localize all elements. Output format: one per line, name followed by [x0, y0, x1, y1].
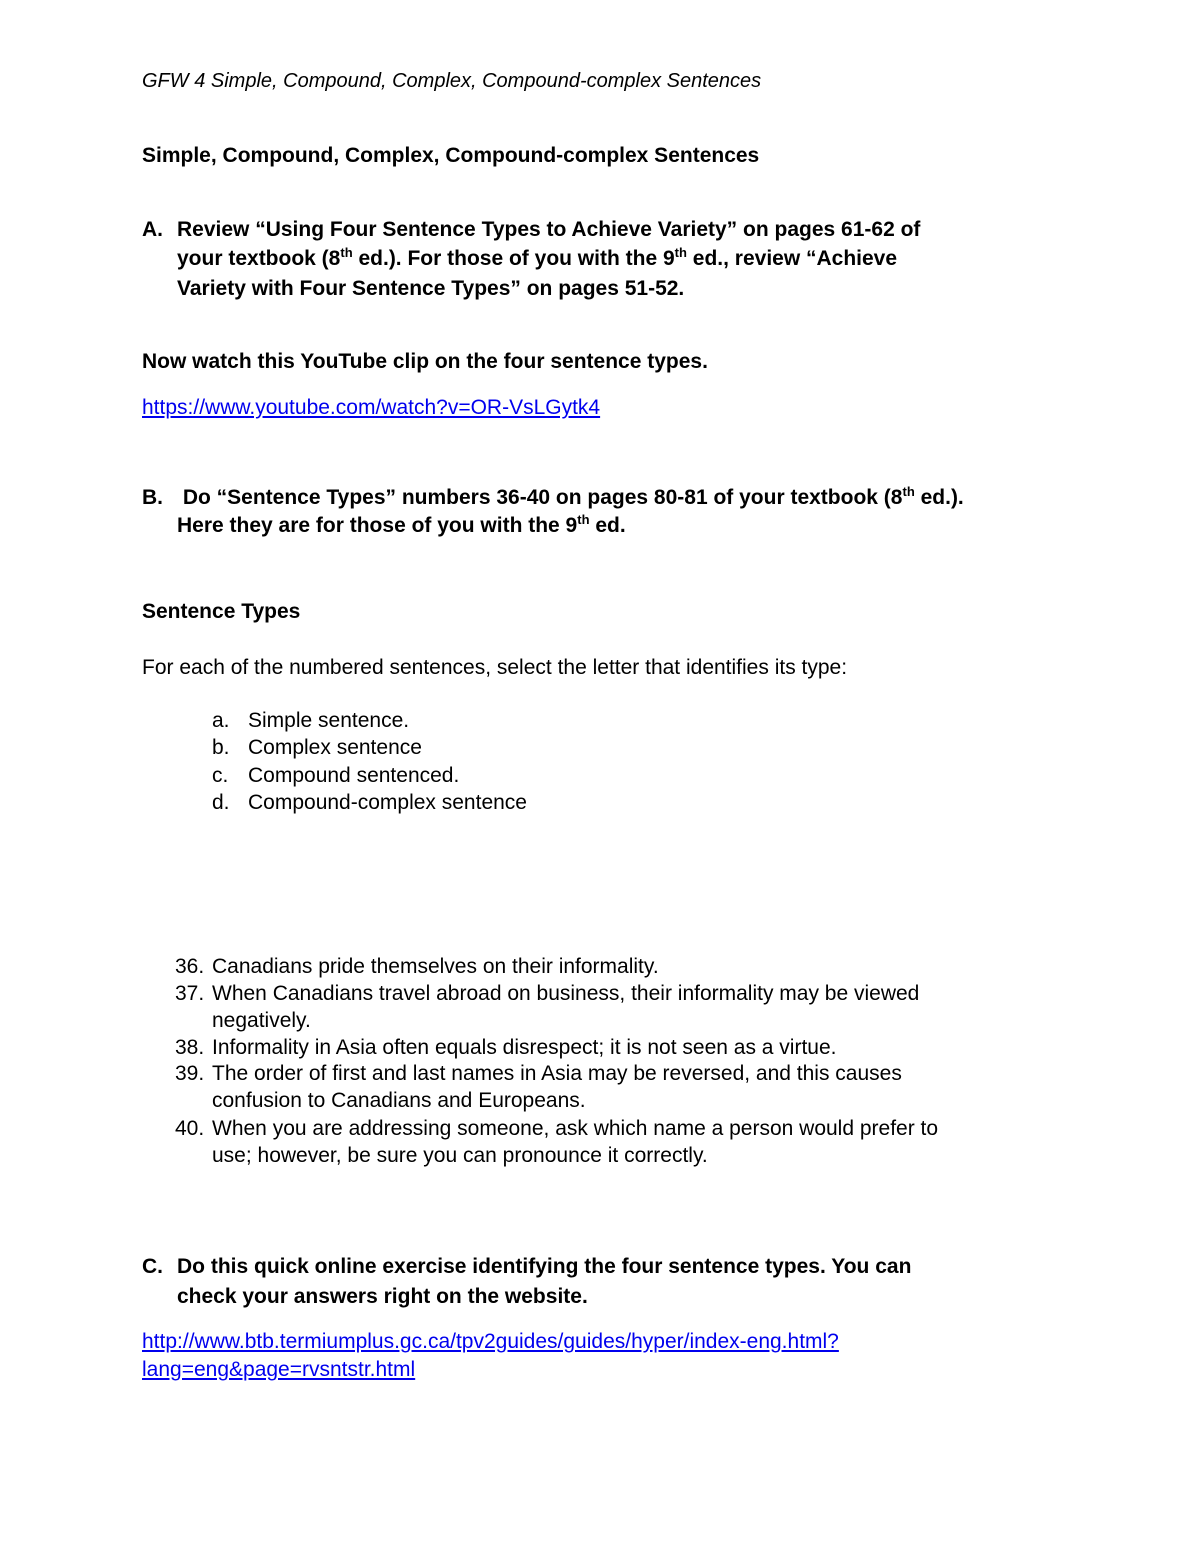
item-38: 38. Informality in Asia often equals disrespect; it is not seen as a virtue. — [175, 1036, 837, 1059]
item-39: 39. The order of first and last names in Asia may be reversed, and this causes — [175, 1062, 902, 1085]
section-c-marker: C. — [142, 1255, 163, 1278]
section-b-marker: B. — [142, 486, 163, 509]
section-b-line-1: B. Do “Sentence Types” numbers 36-40 on pages 80-81 of your textbook (8th ed.). — [142, 484, 964, 509]
item-40-continued: use; however, be sure you can pronounce it correctly. — [212, 1144, 708, 1167]
exercise-link-line-2[interactable]: lang=eng&page=rvsntstr.html — [142, 1358, 416, 1381]
sentence-types-heading: Sentence Types — [142, 600, 301, 623]
item-39-continued: confusion to Canadians and Europeans. — [212, 1089, 586, 1112]
sentence-types-instruction: For each of the numbered sentences, select the letter that identifies its type: — [142, 656, 848, 679]
section-b-line-2: Here they are for those of you with the 9th ed. — [177, 512, 626, 537]
page-header: GFW 4 Simple, Compound, Complex, Compound-complex Sentences — [142, 70, 762, 92]
youtube-link[interactable]: https://www.youtube.com/watch?v=OR-VsLGytk4 — [142, 396, 601, 419]
option-b: b. Complex sentence — [212, 736, 422, 759]
item-40: 40. When you are addressing someone, ask which name a person would prefer to — [175, 1117, 939, 1140]
item-36: 36. Canadians pride themselves on their informality. — [175, 955, 659, 978]
item-37: 37. When Canadians travel abroad on business, their informality may be viewed — [175, 982, 920, 1005]
option-d: d. Compound-complex sentence — [212, 791, 527, 814]
section-a-line-2: your textbook (8th ed.). For those of you with the 9th ed., review “Achieve — [177, 245, 898, 270]
option-c: c. Compound sentenced. — [212, 764, 460, 787]
video-prompt: Now watch this YouTube clip on the four sentence types. — [142, 350, 708, 373]
exercise-link-line-1[interactable]: http://www.btb.termiumplus.gc.ca/tpv2guides/guides/hyper/index-eng.html? — [142, 1330, 839, 1353]
section-a-marker: A. — [142, 218, 163, 241]
page-title: Simple, Compound, Complex, Compound-complex Sentences — [142, 144, 760, 167]
section-c-line-1: C. Do this quick online exercise identifying the four sentence types. You can — [142, 1255, 912, 1278]
item-37-continued: negatively. — [212, 1009, 311, 1032]
option-a: a. Simple sentence. — [212, 709, 410, 732]
section-c-line-2: check your answers right on the website. — [177, 1285, 588, 1308]
section-a-line-3: Variety with Four Sentence Types” on pages 51-52. — [177, 277, 685, 300]
section-a-line-1: A. Review “Using Four Sentence Types to Achieve Variety” on pages 61-62 of — [142, 218, 921, 241]
